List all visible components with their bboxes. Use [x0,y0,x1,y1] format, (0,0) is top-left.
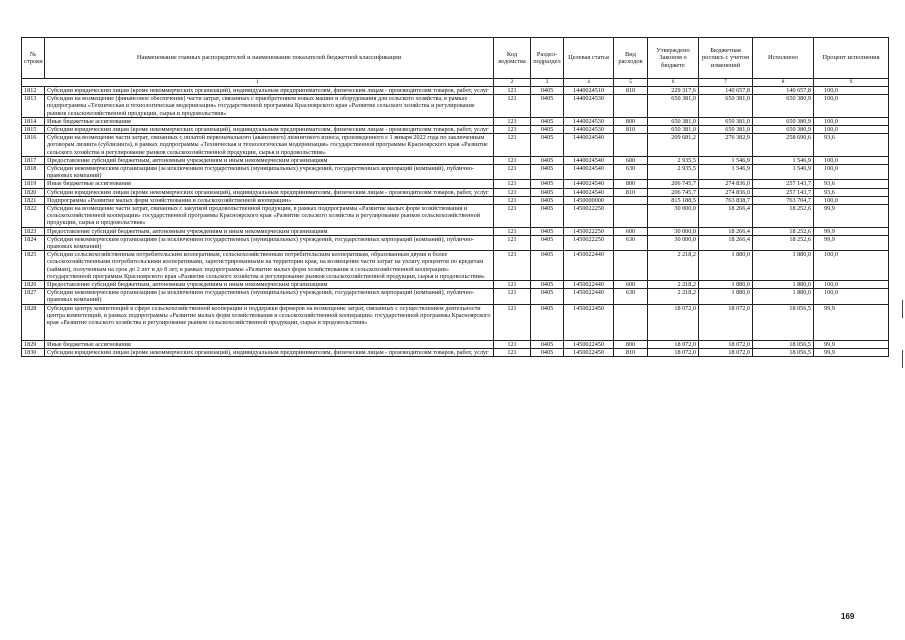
cell-revised: 18 072,0 [699,304,753,340]
header-exp-type: Вид расходов [614,38,648,79]
cell-revised: 650 381,0 [699,95,753,118]
cell-approved: 650 381,0 [648,95,699,118]
cell-exp-type: 600 [614,227,648,235]
cell-name: Субсидии юридическим лицам (кроме некоммерческих организаций), индивидуальным предпринимателям, физическим лицам - производителям товаров, работ, услуг [45,348,494,356]
cell-revised: 274 836,0 [699,180,753,188]
table-row [22,134,889,157]
cell-revised: 650 381,0 [699,126,753,134]
cell-executed: 1 880,0 [753,289,814,304]
cell-row-no: 1812 [22,87,45,95]
cell-dept-code: 121 [494,126,531,134]
cell-section: 0405 [531,188,564,196]
cell-dept-code: 121 [494,340,531,348]
cell-target: 1440024530 [564,117,614,125]
cell-exp-type: 630 [614,289,648,304]
cell-exp-type [614,304,648,340]
cell-percent: 99,9 [814,304,889,340]
cell-percent: 100,0 [814,289,889,304]
table-row [22,87,889,95]
cell-exp-type: 800 [614,180,648,188]
cell-percent: 99,9 [814,227,889,235]
cell-target: 1440024530 [564,95,614,118]
cell-exp-type: 810 [614,87,648,95]
cell-target: 1450022440 [564,251,614,281]
cell-exp-type: 600 [614,156,648,164]
column-number: 6 [648,79,699,87]
cell-name: Субсидии сельскохозяйственным потребительским кооперативам, сельскохозяйственным потребительским кооперативам, образованным двумя и более сельскохозяйственными потребительскими кооперативами, зарегистрированными на территории края, на возмещение части затрат на уплату процентов по кредитам (займам), полученным на срок до 2 лет и до 8 лет, в рамках подпрограммы «Развитие малых форм хозяйствования и сельскохозяйственной кооперации» государственной программы Красноярского края «Развитие сельского хозяйства и регулирование рынков сельскохозяйственной продукции, сырья и продовольствия» [45,251,494,281]
cell-dept-code: 121 [494,235,531,250]
cell-exp-type [614,251,648,281]
cell-executed: 18 252,6 [753,235,814,250]
table-row [22,117,889,125]
cell-name: Иные бюджетные ассигнования [45,180,494,188]
cell-name: Субсидии некоммерческим организациям (за исключением государственных (муниципальных) учреждений, государственных корпораций (компаний), публично-правовых компаний) [45,165,494,180]
header-approved: Утверждено Законом о бюджете [648,38,699,79]
cell-approved: 2 935,5 [648,156,699,164]
cell-revised: 18 072,0 [699,340,753,348]
cell-section: 0405 [531,87,564,95]
table-row [22,165,889,180]
table-row [22,281,889,289]
column-number: 4 [564,79,614,87]
table-row [22,251,889,281]
cell-revised: 274 836,0 [699,188,753,196]
column-number: 9 [814,79,889,87]
table-header-row [22,38,889,79]
cell-approved: 209 681,2 [648,134,699,157]
table-row [22,196,889,204]
cell-section: 0405 [531,95,564,118]
cell-percent: 100,0 [814,251,889,281]
cell-approved: 18 072,0 [648,304,699,340]
cell-target: 1440024540 [564,188,614,196]
cell-percent: 100,0 [814,165,889,180]
header-target: Целевая статья [564,38,614,79]
header-dept-code: Код ведомства [494,38,531,79]
table-row [22,126,889,134]
cell-row-no: 1824 [22,235,45,250]
cell-row-no: 1816 [22,134,45,157]
cell-approved: 229 317,6 [648,87,699,95]
cell-executed: 258 690,6 [753,134,814,157]
cell-exp-type: 810 [614,188,648,196]
cell-dept-code: 121 [494,281,531,289]
cell-executed: 650 380,9 [753,117,814,125]
column-number: 7 [699,79,753,87]
cell-executed: 140 657,8 [753,87,814,95]
column-number-row [22,79,889,87]
cell-revised: 650 381,0 [699,117,753,125]
cell-percent: 99,9 [814,235,889,250]
column-number: 5 [614,79,648,87]
cell-row-no: 1815 [22,126,45,134]
cell-executed: 650 380,9 [753,95,814,118]
scan-edge-mark [902,300,903,318]
cell-target: 1440024540 [564,156,614,164]
cell-executed: 18 056,5 [753,348,814,356]
cell-section: 0405 [531,134,564,157]
cell-section: 0405 [531,304,564,340]
cell-row-no: 1819 [22,180,45,188]
column-number: 2 [494,79,531,87]
cell-revised: 1 880,0 [699,281,753,289]
table-row [22,304,889,340]
cell-approved: 2 218,2 [648,251,699,281]
cell-revised: 1 546,9 [699,156,753,164]
cell-exp-type [614,134,648,157]
cell-dept-code: 121 [494,165,531,180]
cell-dept-code: 121 [494,227,531,235]
column-number: 8 [753,79,814,87]
cell-approved: 206 745,7 [648,188,699,196]
table-row [22,289,889,304]
cell-section: 0405 [531,235,564,250]
cell-revised: 18 266,4 [699,235,753,250]
cell-section: 0405 [531,126,564,134]
cell-row-no: 1826 [22,281,45,289]
cell-exp-type: 800 [614,117,648,125]
cell-row-no: 1818 [22,165,45,180]
cell-revised: 18 266,4 [699,205,753,228]
cell-percent: 93,6 [814,134,889,157]
cell-section: 0405 [531,205,564,228]
cell-percent: 99,9 [814,348,889,356]
cell-section: 0405 [531,281,564,289]
cell-section: 0405 [531,289,564,304]
cell-executed: 763 704,7 [753,196,814,204]
cell-exp-type [614,205,648,228]
cell-percent: 100,0 [814,95,889,118]
cell-target: 1450022450 [564,348,614,356]
cell-name: Предоставление субсидий бюджетным, автономным учреждениям и иным некоммерческим организациям [45,227,494,235]
cell-name: Субсидии на возмещение (финансовое обеспечение) части затрат, связанных с приобретением новых машин и оборудования для сельского хозяйства, в рамках подпрограммы «Техническая и технологическая модернизация» государственной программы Красноярского края «Развитие сельского хозяйства и регулирование рынков сельскохозяйственной продукции, сырья и продовольствия» [45,95,494,118]
header-percent: Процент исполнения [814,38,889,79]
cell-percent: 100,0 [814,156,889,164]
cell-approved: 30 000,0 [648,227,699,235]
cell-row-no: 1823 [22,227,45,235]
header-name: Наименование главных распорядителей и наименование показателей бюджетной классификации [45,38,494,79]
cell-dept-code: 121 [494,289,531,304]
cell-section: 0405 [531,251,564,281]
cell-approved: 650 381,0 [648,117,699,125]
cell-row-no: 1829 [22,340,45,348]
cell-percent: 93,6 [814,188,889,196]
header-executed: Исполнено [753,38,814,79]
cell-percent: 100,0 [814,87,889,95]
cell-revised: 276 382,9 [699,134,753,157]
cell-exp-type: 630 [614,235,648,250]
cell-dept-code: 121 [494,117,531,125]
cell-row-no: 1830 [22,348,45,356]
cell-name: Субсидии центру компетенций в сфере сельскохозяйственной кооперации и поддержки фермеров на возмещение затрат, связанных с осуществлением деятельности центра компетенций, в рамках подпрограммы «Развитие малых форм хозяйствования и сельскохозяйственной кооперации» государственной программы Красноярского края «Развитие сельского хозяйства и регулирование рынков сельскохозяйственной продукции, сырья и продовольствия» [45,304,494,340]
cell-section: 0405 [531,180,564,188]
cell-target: 1450022250 [564,235,614,250]
cell-approved: 30 000,0 [648,235,699,250]
cell-exp-type: 810 [614,126,648,134]
cell-target: 1440024510 [564,87,614,95]
cell-percent: 100,0 [814,126,889,134]
cell-target: 1450022440 [564,281,614,289]
cell-row-no: 1813 [22,95,45,118]
cell-dept-code: 121 [494,180,531,188]
cell-executed: 1 880,0 [753,251,814,281]
table-row [22,205,889,228]
cell-row-no: 1817 [22,156,45,164]
cell-target: 1450022250 [564,205,614,228]
column-number: 3 [531,79,564,87]
cell-target: 1450022450 [564,304,614,340]
cell-row-no: 1828 [22,304,45,340]
cell-exp-type: 800 [614,340,648,348]
cell-approved: 18 072,0 [648,348,699,356]
cell-dept-code: 121 [494,156,531,164]
cell-section: 0405 [531,156,564,164]
cell-name: Субсидии некоммерческим организациям (за исключением государственных (муниципальных) учреждений, государственных корпораций (компаний), публично-правовых компаний) [45,289,494,304]
cell-section: 0405 [531,348,564,356]
cell-dept-code: 121 [494,348,531,356]
cell-revised: 1 546,9 [699,165,753,180]
cell-row-no: 1820 [22,188,45,196]
cell-dept-code: 121 [494,188,531,196]
cell-executed: 257 143,7 [753,188,814,196]
cell-revised: 1 880,0 [699,289,753,304]
table-row [22,188,889,196]
cell-percent: 100,0 [814,117,889,125]
cell-executed: 18 252,6 [753,227,814,235]
cell-dept-code: 121 [494,304,531,340]
table-row [22,227,889,235]
cell-name: Иные бюджетные ассигнования [45,117,494,125]
cell-approved: 206 745,7 [648,180,699,188]
cell-approved: 2 218,2 [648,281,699,289]
cell-section: 0405 [531,165,564,180]
header-section: Раздел-подраздел [531,38,564,79]
table-row [22,180,889,188]
cell-dept-code: 121 [494,95,531,118]
table-row [22,156,889,164]
cell-exp-type: 600 [614,281,648,289]
cell-approved: 815 188,5 [648,196,699,204]
cell-name: Предоставление субсидий бюджетным, автономным учреждениям и иным некоммерческим организациям [45,281,494,289]
cell-exp-type: 810 [614,348,648,356]
cell-percent: 100,0 [814,281,889,289]
cell-row-no: 1814 [22,117,45,125]
cell-percent: 100,0 [814,196,889,204]
cell-approved: 650 381,0 [648,126,699,134]
header-revised: Бюджетная роспись с учетом изменений [699,38,753,79]
cell-target: 1450000000 [564,196,614,204]
column-number: 1 [22,79,494,87]
table-row [22,348,889,356]
cell-exp-type [614,95,648,118]
cell-approved: 18 072,0 [648,340,699,348]
cell-dept-code: 121 [494,205,531,228]
cell-approved: 30 000,0 [648,205,699,228]
cell-executed: 1 880,0 [753,281,814,289]
cell-revised: 18 266,4 [699,227,753,235]
cell-dept-code: 121 [494,251,531,281]
cell-name: Субсидии юридическим лицам (кроме некоммерческих организаций), индивидуальным предпринимателям, физическим лицам - производителям товаров, работ, услуг [45,87,494,95]
cell-executed: 18 056,5 [753,340,814,348]
cell-section: 0405 [531,227,564,235]
cell-dept-code: 121 [494,134,531,157]
cell-executed: 18 252,6 [753,205,814,228]
cell-name: Предоставление субсидий бюджетным, автономным учреждениям и иным некоммерческим организациям [45,156,494,164]
cell-row-no: 1827 [22,289,45,304]
cell-target: 1450022250 [564,227,614,235]
cell-section: 0405 [531,196,564,204]
cell-target: 1440024540 [564,134,614,157]
page-number: 169 [841,612,855,621]
cell-executed: 18 056,5 [753,304,814,340]
cell-name: Субсидии юридическим лицам (кроме некоммерческих организаций), индивидуальным предпринимателям, физическим лицам - производителям товаров, работ, услуг [45,188,494,196]
cell-percent: 93,6 [814,180,889,188]
cell-name: Субсидии некоммерческим организациям (за исключением государственных (муниципальных) учреждений, государственных корпораций (компаний), публично-правовых компаний) [45,235,494,250]
cell-name: Подпрограмма «Развитие малых форм хозяйствования и сельскохозяйственной кооперации» [45,196,494,204]
cell-target: 1440024540 [564,180,614,188]
cell-row-no: 1825 [22,251,45,281]
table-body [22,87,889,357]
table-row [22,95,889,118]
cell-row-no: 1821 [22,196,45,204]
cell-dept-code: 121 [494,196,531,204]
cell-revised: 140 657,8 [699,87,753,95]
cell-section: 0405 [531,340,564,348]
cell-row-no: 1822 [22,205,45,228]
cell-name: Иные бюджетные ассигнования [45,340,494,348]
cell-revised: 763 838,7 [699,196,753,204]
cell-target: 1450022450 [564,340,614,348]
cell-executed: 257 143,7 [753,180,814,188]
cell-executed: 650 380,9 [753,126,814,134]
budget-execution-table [21,37,889,357]
cell-percent: 99,9 [814,340,889,348]
cell-revised: 1 880,0 [699,251,753,281]
cell-revised: 18 072,0 [699,348,753,356]
cell-name: Субсидии юридическим лицам (кроме некоммерческих организаций), индивидуальным предпринимателям, физическим лицам - производителям товаров, работ, услуг [45,126,494,134]
cell-name: Субсидии на возмещение части затрат, связанных с закупкой продовольственной продукции, в рамках подпрограммы «Развитие малых форм хозяйствования и сельскохозяйственной кооперации» государственной программы Красноярского края «Развитие сельского хозяйства и регулирование рынков сельскохозяйственной продукции, сырья и продовольствия» [45,205,494,228]
cell-exp-type: 630 [614,165,648,180]
cell-percent: 99,9 [814,205,889,228]
table-row [22,340,889,348]
cell-executed: 1 546,9 [753,165,814,180]
cell-target: 1440024530 [564,126,614,134]
cell-name: Субсидии на возмещение части затрат, связанных с оплатой первоначального (авансового) лизингового взноса, произведенного с 1 января 2022 года по заключенным договорам лизинга (сублизинга), в рамках подпрограммы «Техническая и технологическая модернизация» государственной программы Красноярского края «Развитие сельского хозяйства и регулирование рынков сельскохозяйственной продукции, сырья и продовольствия» [45,134,494,157]
cell-approved: 2 935,5 [648,165,699,180]
cell-approved: 2 218,2 [648,289,699,304]
table-row [22,235,889,250]
scan-edge-mark [902,350,903,368]
cell-executed: 1 546,9 [753,156,814,164]
cell-target: 1440024540 [564,165,614,180]
header-row-no: № строки [22,38,45,79]
cell-target: 1450022440 [564,289,614,304]
cell-exp-type [614,196,648,204]
cell-section: 0405 [531,117,564,125]
cell-dept-code: 121 [494,87,531,95]
